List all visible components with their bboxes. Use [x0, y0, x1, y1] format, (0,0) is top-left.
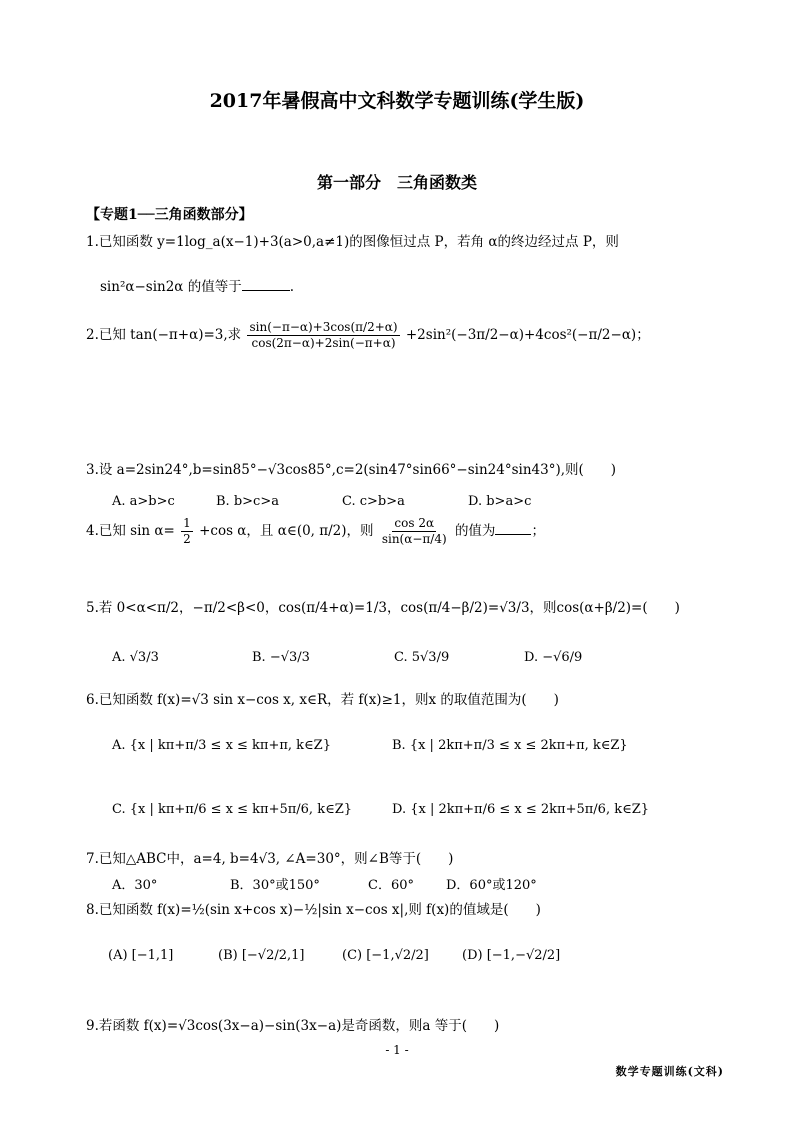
question-8-option-c: (C) [−1,√2/2] — [342, 948, 429, 963]
question-6-option-a: A. {x | kπ+π/3 ≤ x ≤ kπ+π, k∈Z} — [112, 738, 331, 753]
question-4-mid: +cos α，且 α∈(0, π/2)，则 — [199, 523, 374, 539]
question-2-suffix: +2sin²(−3π/2−α)+4cos²(−π/2−α)； — [405, 327, 650, 343]
question-7-option-c: C．60° — [368, 878, 414, 893]
question-2 — [86, 320, 650, 351]
question-3-option-a: A. a>b>c — [112, 494, 175, 509]
answer-blank — [242, 276, 290, 291]
question-1-expression: sin²α−sin2α 的值等于 — [100, 279, 242, 295]
question-2-prefix: 2.已知 tan(−π+α)=3,求 — [86, 327, 242, 343]
question-4-fraction-denominator: sin(α−π/4) — [381, 532, 447, 546]
question-5-option-b: B. −√3/3 — [252, 650, 310, 665]
document-title: 2017年暑假高中文科数学专题训练(学生版) — [209, 90, 585, 112]
question-2-fraction-denominator: cos(2π−α)+2sin(−π+α) — [251, 336, 396, 350]
question-4-suffix: 的值为 — [454, 523, 496, 539]
question-1-line2 — [100, 276, 294, 297]
question-4-half — [181, 516, 193, 547]
question-4-fraction — [380, 516, 449, 547]
question-8-option-b: (B) [−√2/2,1] — [218, 948, 305, 963]
question-4 — [86, 516, 545, 547]
question-6-option-d: D. {x | 2kπ+π/6 ≤ x ≤ 2kπ+5π/6, k∈Z} — [392, 802, 650, 817]
question-8-option-a: (A) [−1,1] — [108, 948, 174, 963]
question-6-option-b: B. {x | 2kπ+π/3 ≤ x ≤ 2kπ+π, k∈Z} — [392, 738, 628, 753]
question-7-option-d: D．60°或120° — [446, 878, 537, 893]
question-1-line1: 1.已知函数 y=1log_a(x−1)+3(a>0,a≠1)的图像恒过点 P，若角 α的终边经过点 P，则 — [86, 234, 619, 250]
topic-heading: 【专题1──三角函数部分】 — [86, 207, 253, 223]
question-5-option-a: A. √3/3 — [112, 650, 159, 665]
question-7-option-b: B．30°或150° — [230, 878, 320, 893]
question-4-half-denominator: 2 — [183, 532, 191, 546]
question-4-prefix: 4.已知 sin α= — [86, 523, 175, 539]
question-9: 9.若函数 f(x)=√3cos(3x−a)−sin(3x−a)是奇函数，则a 等于( ) — [86, 1018, 500, 1034]
question-3-option-b: B. b>c>a — [216, 494, 279, 509]
question-5: 5.若 0<α<π/2，−π/2<β<0，cos(π/4+α)=1/3，cos(π/4−β/2)=√3/3，则cos(α+β/2)=( ) — [86, 600, 680, 616]
question-1-end: . — [289, 279, 295, 295]
question-6: 6.已知函数 f(x)=√3 sin x−cos x, x∈R，若 f(x)≥1，则x 的取值范围为( ) — [86, 692, 559, 708]
question-3-option-c: C. c>b>a — [342, 494, 405, 509]
part-heading: 第一部分 三角函数类 — [316, 173, 477, 192]
question-3-option-d: D. b>a>c — [468, 494, 532, 509]
question-4-fraction-numerator: cos 2α — [394, 516, 435, 530]
question-4-end: ； — [531, 523, 545, 539]
question-4-half-numerator: 1 — [183, 516, 191, 530]
question-6-option-c: C. {x | kπ+π/6 ≤ x ≤ kπ+5π/6, k∈Z} — [112, 802, 352, 817]
question-7: 7.已知△ABC中，a=4, b=4√3, ∠A=30°，则∠B等于( ) — [86, 851, 454, 867]
question-8-option-d: (D) [−1,−√2/2] — [462, 948, 561, 963]
question-5-option-d: D. −√6/9 — [524, 650, 583, 665]
page-number: - 1 - — [385, 1043, 409, 1057]
footer-label: 数学专题训练(文科) — [615, 1065, 724, 1078]
question-2-fraction-numerator: sin(−π−α)+3cos(π/2+α) — [249, 320, 398, 334]
question-7-option-a: A．30° — [112, 878, 158, 893]
question-8: 8.已知函数 f(x)=½(sin x+cos x)−½|sin x−cos x|,则 f(x)的值域是( ) — [86, 902, 541, 918]
answer-blank — [495, 520, 531, 535]
question-2-fraction — [247, 320, 399, 351]
question-5-option-c: C. 5√3/9 — [394, 650, 450, 665]
question-3: 3.设 a=2sin24°,b=sin85°−√3cos85°,c=2(sin47°sin66°−sin24°sin43°),则( ) — [86, 462, 617, 478]
